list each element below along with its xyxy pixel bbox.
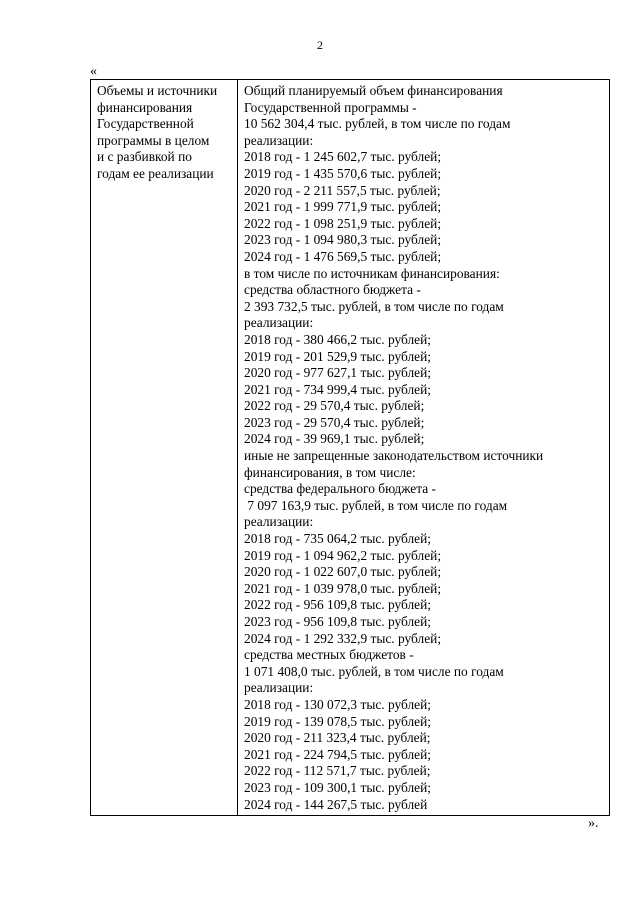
content-line: 2019 год - 1 435 570,6 тыс. рублей; xyxy=(244,165,442,181)
content-line: реализации: xyxy=(244,514,314,530)
content-line: 2018 год - 735 064,2 тыс. рублей; xyxy=(244,531,431,547)
content-line: 2018 год - 130 072,3 тыс. рублей; xyxy=(244,696,431,712)
label-line: Объемы и источники xyxy=(97,83,218,98)
financing-row xyxy=(91,80,610,816)
content-line: 2024 год - 144 267,5 тыс. рублей xyxy=(244,796,428,812)
content-line: 2021 год - 1 039 978,0 тыс. рублей; xyxy=(244,580,442,596)
label-line: годам ее реализации xyxy=(97,165,214,181)
content-line: финансирования, в том числе: xyxy=(244,464,416,480)
content-line: реализации: xyxy=(244,680,314,696)
page-number: 2 xyxy=(317,38,323,52)
content-line: Общий планируемый объем финансирования xyxy=(244,83,503,98)
content-line: 2020 год - 1 022 607,0 тыс. рублей; xyxy=(244,564,442,580)
content-line: 2022 год - 1 098 251,9 тыс. рублей; xyxy=(244,215,442,231)
content-line: 2023 год - 109 300,1 тыс. рублей; xyxy=(244,779,431,795)
content-line: 2024 год - 39 969,1 тыс. рублей; xyxy=(244,431,425,447)
content-line: 2020 год - 977 627,1 тыс. рублей; xyxy=(244,365,431,381)
content-line: 2023 год - 1 094 980,3 тыс. рублей; xyxy=(244,232,442,248)
content-line: 2020 год - 2 211 557,5 тыс. рублей; xyxy=(244,182,441,198)
content-line: 2022 год - 112 571,7 тыс. рублей; xyxy=(244,763,431,779)
label-line: финансирования xyxy=(97,99,193,115)
content-line: 2021 год - 734 999,4 тыс. рублей; xyxy=(244,381,431,397)
content-line: 2019 год - 201 529,9 тыс. рублей; xyxy=(244,348,431,364)
content-line: 2023 год - 956 109,8 тыс. рублей; xyxy=(244,614,431,629)
content-line: 2019 год - 1 094 962,2 тыс. рублей; xyxy=(244,547,442,563)
content-line: реализации: xyxy=(244,315,314,331)
content-line: 2024 год - 1 476 569,5 тыс. рублей; xyxy=(244,248,442,264)
financing-label-cell xyxy=(91,80,238,816)
content-line: в том числе по источникам финансирования: xyxy=(244,265,500,281)
content-line: 2022 год - 956 109,8 тыс. рублей; xyxy=(244,597,431,613)
content-line: 2022 год - 29 570,4 тыс. рублей; xyxy=(244,398,425,414)
content-line: 7 097 163,9 тыс. рублей, в том числе по годам xyxy=(244,497,508,513)
content-line: 2018 год - 1 245 602,7 тыс. рублей; xyxy=(244,149,442,165)
label-line: и с разбивкой по xyxy=(97,149,192,165)
content-line: 2024 год - 1 292 332,9 тыс. рублей; xyxy=(244,630,442,646)
label-line: программы в целом xyxy=(97,132,210,148)
content-line: Государственной программы - xyxy=(244,99,417,115)
content-line: 2020 год - 211 323,4 тыс. рублей; xyxy=(244,730,431,746)
content-line: 1 071 408,0 тыс. рублей, в том числе по годам xyxy=(244,663,504,679)
content-line: средства федерального бюджета - xyxy=(244,481,436,497)
content-line: иные не запрещенные законодательством источники xyxy=(244,448,544,464)
content-line: средства областного бюджета - xyxy=(244,282,421,298)
financing-content-cell xyxy=(238,80,610,816)
content-line: реализации: xyxy=(244,132,314,148)
closing-quote-mark: ». xyxy=(588,816,599,831)
label-line: Государственной xyxy=(97,116,194,132)
financing-table xyxy=(90,79,610,816)
content-line: 10 562 304,4 тыс. рублей, в том числе по годам xyxy=(244,116,511,132)
content-line: 2021 год - 224 794,5 тыс. рублей; xyxy=(244,746,431,762)
content-line: 2023 год - 29 570,4 тыс. рублей; xyxy=(244,414,425,430)
content-line: средства местных бюджетов - xyxy=(244,647,414,663)
content-line: 2018 год - 380 466,2 тыс. рублей; xyxy=(244,331,431,347)
content-line: 2019 год - 139 078,5 тыс. рублей; xyxy=(244,713,431,729)
content-line: 2021 год - 1 999 771,9 тыс. рублей; xyxy=(244,199,442,215)
content-line: 2 393 732,5 тыс. рублей, в том числе по годам xyxy=(244,298,504,314)
opening-quote-mark: « xyxy=(90,64,97,79)
